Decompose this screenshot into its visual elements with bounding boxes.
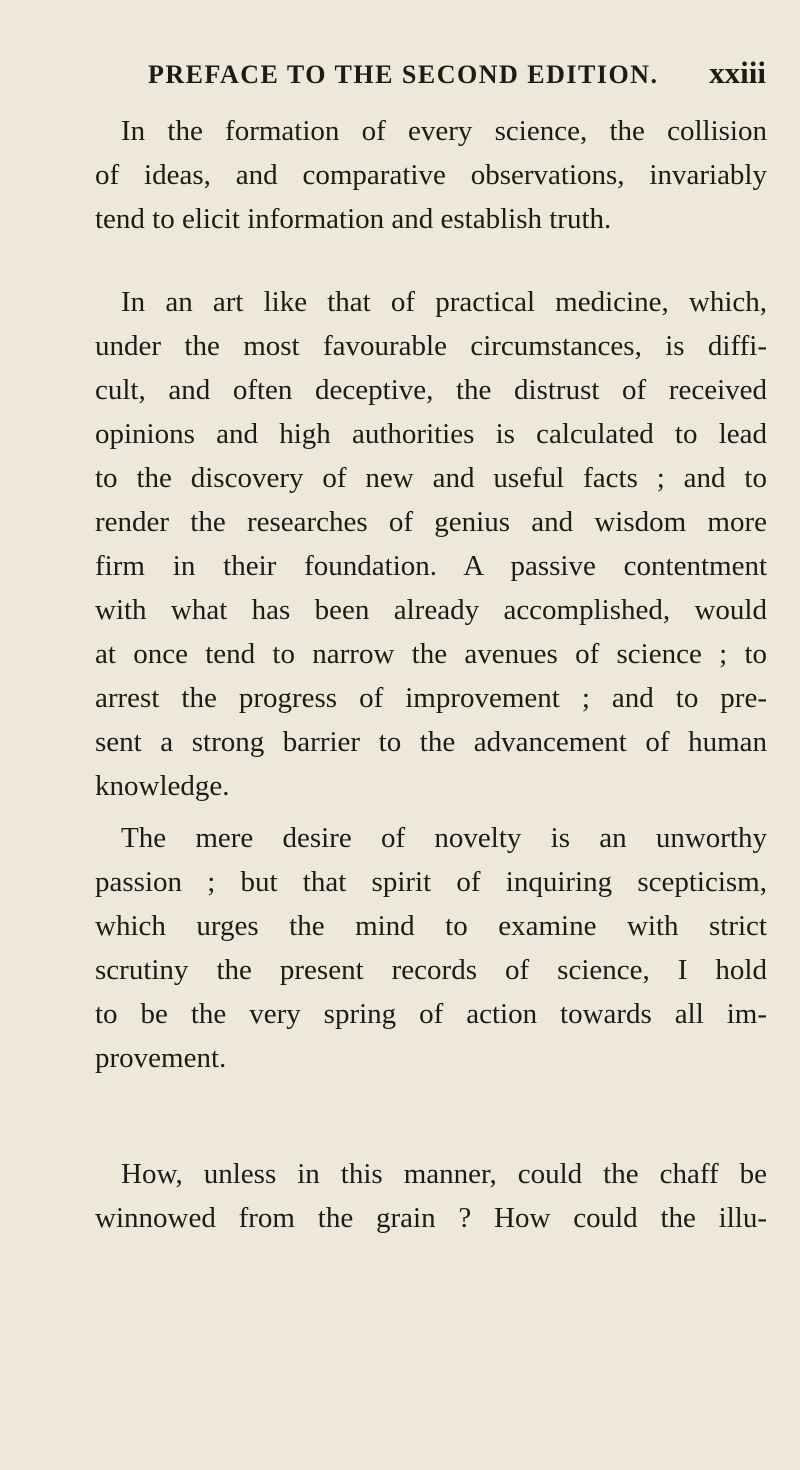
text-line: under the most favourable circumstances, is diffi-	[95, 330, 767, 362]
text-line: to be the very spring of action towards all im-	[95, 998, 767, 1030]
text-line: tend to elicit information and establish truth.	[95, 203, 612, 235]
text-line: provement.	[95, 1042, 227, 1074]
paragraph-1	[95, 109, 767, 241]
text-line: render the researches of genius and wisdom more	[95, 506, 767, 538]
text-line: with what has been already accomplished, would	[95, 594, 767, 626]
text-line: The mere desire of novelty is an unworthy	[121, 822, 767, 854]
text-line: at once tend to narrow the avenues of science ; to	[95, 638, 767, 670]
paragraph-4	[95, 1152, 767, 1240]
text-line: opinions and high authorities is calculated to lead	[95, 418, 767, 450]
text-line: of ideas, and comparative observations, invariably	[95, 159, 767, 191]
text-line: In the formation of every science, the collision	[121, 115, 767, 147]
text-line: In an art like that of practical medicine, which,	[121, 286, 767, 318]
text-line: arrest the progress of improvement ; and to pre-	[95, 682, 767, 714]
text-line: scrutiny the present records of science, I hold	[95, 954, 767, 986]
paragraph-3	[95, 816, 767, 1080]
text-line: firm in their foundation. A passive contentment	[95, 550, 767, 582]
paragraph-2	[95, 280, 767, 808]
text-line: How, unless in this manner, could the chaff be	[121, 1158, 767, 1190]
text-line: winnowed from the grain ? How could the illu-	[95, 1202, 767, 1234]
text-line: to the discovery of new and useful facts ; and to	[95, 462, 767, 494]
running-title: PREFACE TO THE SECOND EDITION.	[148, 60, 659, 89]
page-number: xxiii	[709, 55, 766, 90]
text-line: passion ; but that spirit of inquiring scepticism,	[95, 866, 767, 898]
text-line: knowledge.	[95, 770, 230, 802]
running-head	[148, 55, 766, 95]
text-line: which urges the mind to examine with strict	[95, 910, 767, 942]
text-line: cult, and often deceptive, the distrust of received	[95, 374, 767, 406]
text-line: sent a strong barrier to the advancement of human	[95, 726, 767, 758]
